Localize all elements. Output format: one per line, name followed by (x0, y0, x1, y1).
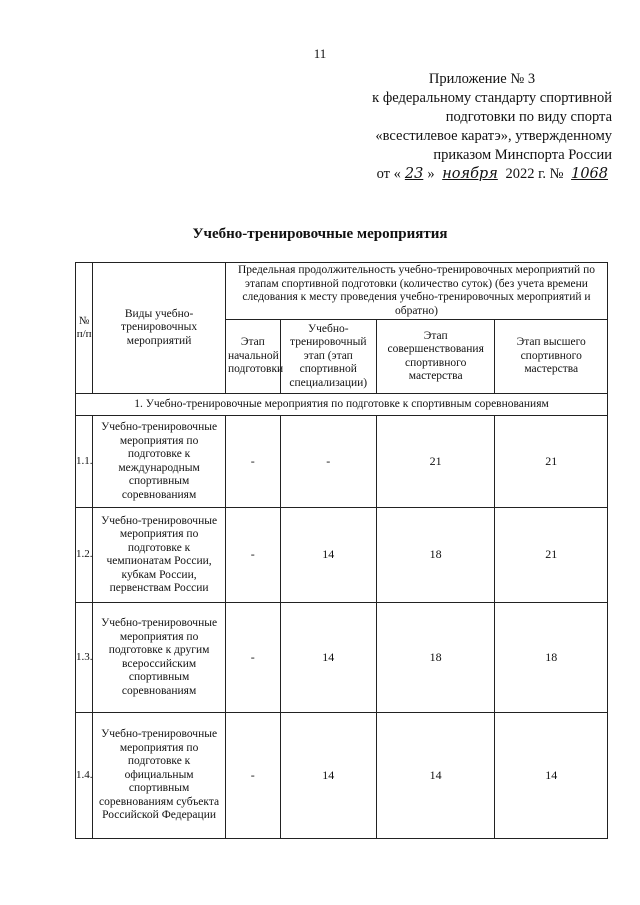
row-stage-improvement: 18 (376, 508, 495, 603)
row-stage-higher: 14 (495, 713, 608, 839)
row-event-type: Учебно-тренировочные мероприятия по подготовке к международным спортивным соревнованиям (93, 416, 226, 508)
header-event-type: Виды учебно-тренировочных мероприятий (93, 263, 226, 394)
header-stage-higher: Этап высшего спортивного мастерства (495, 320, 608, 394)
date-year: 2022 г. № (505, 166, 564, 182)
row-stage-improvement: 18 (376, 603, 495, 713)
header-duration-group: Предельная продолжительность учебно-тренировочных мероприятий по этапам спортивной подготовки (количество суток) (без учета времени следования к месту проведения учебно-тренировочных мероприятий и обратно) (225, 263, 607, 320)
table-row (76, 603, 608, 713)
date-mid: » (427, 166, 435, 182)
date-prefix: от « (376, 166, 401, 182)
row-stage-higher: 21 (495, 416, 608, 508)
row-stage-improvement: 21 (376, 416, 495, 508)
row-stage-initial: - (225, 713, 280, 839)
row-number: 1.4. (76, 713, 93, 839)
row-stage-initial: - (225, 416, 280, 508)
document-title: Учебно-тренировочные мероприятия (192, 226, 448, 242)
row-number: 1.3. (76, 603, 93, 713)
appendix-title: Приложение № 3 (428, 71, 536, 87)
row-stage-higher: 18 (495, 603, 608, 713)
row-stage-initial: - (225, 603, 280, 713)
appendix-header (312, 70, 612, 184)
table-header-row (76, 263, 608, 320)
page-number: 11 (313, 46, 327, 61)
appendix-line-4: приказом Минспорта России (433, 147, 612, 163)
header-stage-training: Учебно-тренировочный этап (этап спортивной специализации) (280, 320, 376, 394)
row-event-type: Учебно-тренировочные мероприятия по подготовке к официальным спортивным соревнованиям субъекта Российской Федерации (93, 713, 226, 839)
row-stage-training: 14 (280, 603, 376, 713)
header-number: № п/п (76, 263, 93, 394)
appendix-line-1: к федеральному стандарту спортивной (372, 90, 612, 106)
table-row (76, 416, 608, 508)
row-stage-improvement: 14 (376, 713, 495, 839)
row-stage-training: 14 (280, 508, 376, 603)
row-number: 1.1. (76, 416, 93, 508)
training-events-table (75, 262, 608, 839)
row-number: 1.2. (76, 508, 93, 603)
section-title: 1. Учебно-тренировочные мероприятия по подготовке к спортивным соревнованиям (76, 394, 608, 416)
table-row (76, 508, 608, 603)
header-stage-improvement: Этап совершенствования спортивного мастерства (376, 320, 495, 394)
appendix-date-line (312, 165, 612, 184)
row-stage-training: - (280, 416, 376, 508)
date-month-handwritten: ноября (442, 166, 498, 182)
row-stage-initial: - (225, 508, 280, 603)
row-event-type: Учебно-тренировочные мероприятия по подготовке к другим всероссийским спортивным соревнованиям (93, 603, 226, 713)
header-stage-initial: Этап начальной подготовки (225, 320, 280, 394)
row-event-type: Учебно-тренировочные мероприятия по подготовке к чемпионатам России, кубкам России, первенствам России (93, 508, 226, 603)
table-row (76, 713, 608, 839)
appendix-line-2: подготовки по виду спорта (445, 109, 612, 125)
date-day-handwritten: 23 (404, 166, 424, 182)
row-stage-training: 14 (280, 713, 376, 839)
section-row (76, 394, 608, 416)
row-stage-higher: 21 (495, 508, 608, 603)
order-number-handwritten: 1068 (571, 166, 608, 182)
appendix-line-3: «всестилевое каратэ», утвержденному (375, 128, 612, 144)
